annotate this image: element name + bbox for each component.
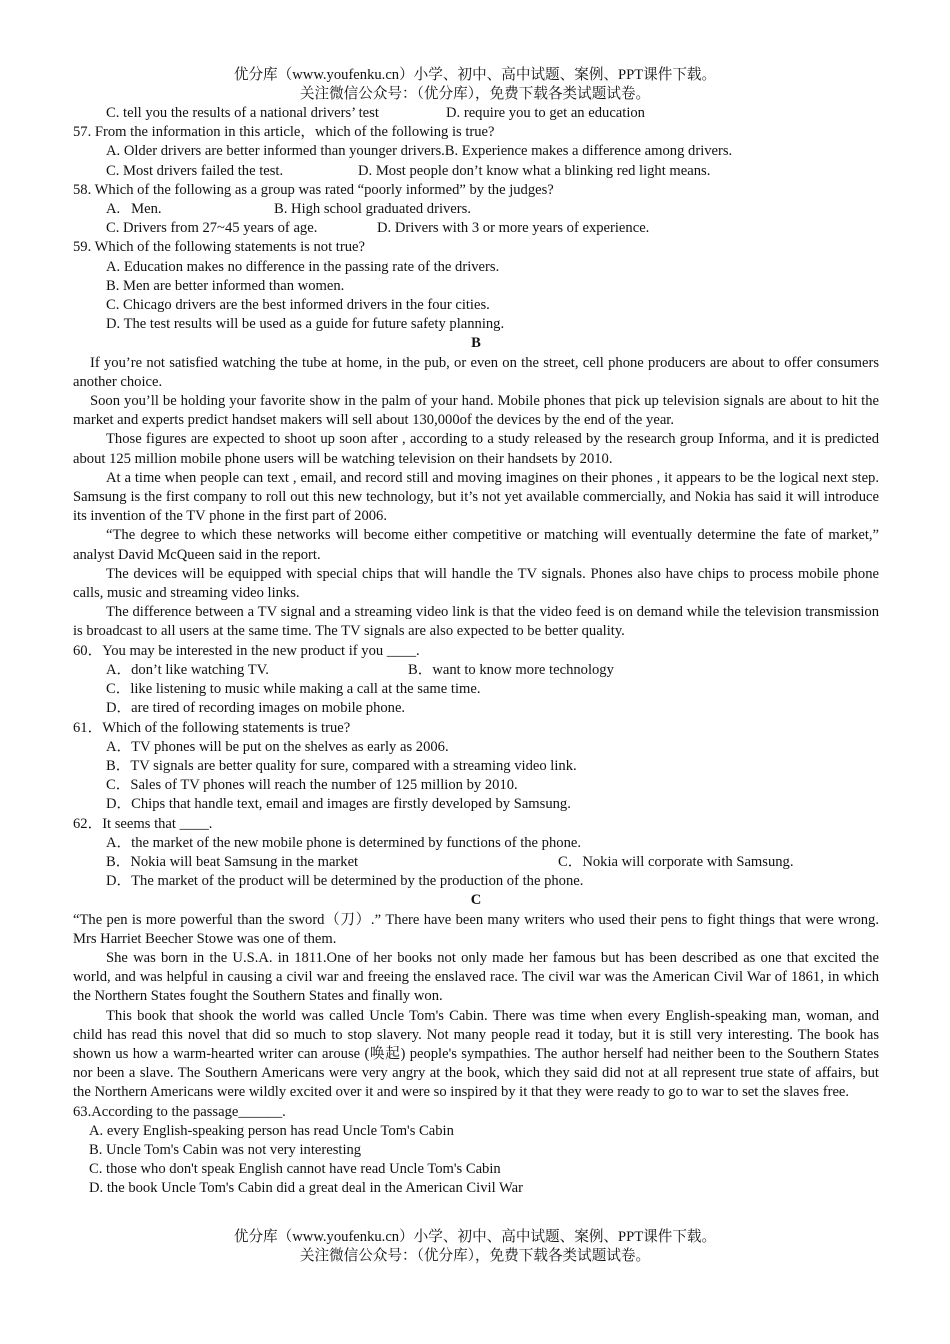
section-b-paragraph-5: “The degree to which these networks will become either competitive or matching will eventually determine the fate of market,” analyst David McQueen said in the report. [73,527,879,563]
q63-option-b: B. Uncle Tom's Cabin was not very interesting [89,1141,362,1158]
q59-option-c: C. Chicago drivers are the best informed drivers in the four cities. [106,297,490,314]
q57-option-c: C. Most drivers failed the test. [106,162,284,179]
section-b-paragraph-1: If you’re not satisfied watching the tube at home, in the pub, or even on the street, cell phone producers are about to offer consumers another choice. [73,354,879,390]
q58-option-a: A. Men. [106,201,162,218]
section-c-paragraph-3: This book that shook the world was called Uncle Tom's Cabin. There was time when every English-speaking man, woman, and child has read this novel that did so much to stop slavery. Not many people read it today, but it is still very interesting. The book has shown us how a warm-hearted writer can arouse (唤起) people's sympathies. The author herself had neither been to the Southern States nor been a slave. The Southern Americans were very angry at the book, which they said did not at all represent true state of affairs, but the Northern Americans were wildly excited over it and were so inspired by it that they were ready to go to war to set the slaves free. [73,1007,879,1101]
q63-option-a: A. every English-speaking person has read Uncle Tom's Cabin [89,1122,454,1139]
q62-option-d: D．The market of the product will be determined by the production of the phone. [106,873,584,890]
q56-option-d: D. require you to get an education [446,105,645,121]
q56-options-cd [73,104,879,123]
section-b-paragraph-2: Soon you’ll be holding your favorite show in the palm of your hand. Mobile phones that pick up television signals are about to hit the market and experts predict handset makers will sell about 130,000of the devices by the end of the year. [73,393,879,429]
q61-option-b: B．TV signals are better quality for sure, compared with a streaming video link. [106,757,577,774]
q58-stem: 58. Which of the following as a group was rated “poorly informed” by the judges? [73,181,554,198]
q61-option-d: D．Chips that handle text, email and images are firstly developed by Samsung. [106,796,571,813]
q62-options-bc [73,853,879,872]
header-line-1: 优分库（www.youfenku.cn）小学、初中、高中试题、案例、PPT课件下载。 [233,67,717,83]
q58-option-d: D. Drivers with 3 or more years of experience. [377,220,650,237]
section-b-paragraph-4: At a time when people can text , email, and record still and moving imagines on their phones , it appears to be the logical next step. Samsung is the first company to roll out this new technology, but it’s not yet available commercially, and Nokia has said it will introduce its invention of the TV phone in the first part of 2006. [73,469,879,525]
q57-stem: 57. From the information in this article，which of the following is true? [73,124,495,141]
q59-option-b: B. Men are better informed than women. [106,277,345,294]
q56-option-c: C. tell you the results of a national drivers’ test [106,105,379,121]
q59-option-d: D. The test results will be used as a guide for future safety planning. [106,316,505,333]
q63-option-c: C. those who don't speak English cannot have read Uncle Tom's Cabin [89,1161,501,1178]
q57-option-d: D. Most people don’t know what a blinking red light means. [358,162,711,179]
q63-stem: 63.According to the passage______. [73,1103,286,1120]
page-footer [0,1228,950,1266]
q58-options-ab [73,200,879,219]
q61-option-a: A．TV phones will be put on the shelves as early as 2006. [106,738,449,755]
q58-option-c: C. Drivers from 27~45 years of age. [106,220,318,237]
footer-line-1: 优分库（www.youfenku.cn）小学、初中、高中试题、案例、PPT课件下载。 [233,1229,717,1245]
section-b-heading: B [471,335,481,352]
exam-content [73,104,879,1199]
q58-options-cd [73,219,879,238]
q58-option-b: B. High school graduated drivers. [274,201,471,218]
q60-option-b: B．want to know more technology [408,661,614,678]
q60-stem: 60．You may be interested in the new product if you ____. [73,642,420,659]
q59-option-a: A. Education makes no difference in the passing rate of the drivers. [106,258,500,275]
footer-line-2: 关注微信公众号：（优分库），免费下载各类试题试卷。 [299,1248,651,1265]
q61-stem: 61．Which of the following statements is true? [73,719,351,736]
q60-option-a: A．don’t like watching TV. [106,661,269,678]
q60-option-d: D．are tired of recording images on mobile phone. [106,700,406,717]
section-b-paragraph-3: Those figures are expected to shoot up soon after , according to a study released by the research group Informa, and it is predicted about 125 million mobile phone users will be watching television on their handsets by 2010. [73,431,879,467]
section-c-paragraph-2: She was born in the U.S.A. in 1811.One of her books not only made her famous but has been described as one that excited the world, and was helpful in causing a civil war and freeing the enslaved race. The civil war was the American Civil War of 1861, in which the Northern States fought the Southern States and finally won. [73,949,879,1005]
q62-option-c: C．Nokia will corporate with Samsung. [558,853,794,870]
q62-option-a: A．the market of the new mobile phone is determined by functions of the phone. [106,834,581,851]
q57-options-ab: A. Older drivers are better informed than younger drivers.B. Experience makes a difference among drivers. [106,143,733,160]
q61-option-c: C．Sales of TV phones will reach the number of 125 million by 2010. [106,777,518,794]
q57-options-cd [73,162,879,181]
q62-option-b: B．Nokia will beat Samsung in the market [106,853,359,870]
section-b-paragraph-7: The difference between a TV signal and a streaming video link is that the video feed is on demand while the television transmission is broadcast to all users at the same time. The TV signals are also expected to be better quality. [73,604,879,640]
section-b-paragraph-6: The devices will be equipped with special chips that will handle the TV signals. Phones also have chips to process mobile phone calls, music and streaming video links. [73,565,879,602]
page-header [0,66,950,104]
q60-options-ab [73,661,879,680]
section-c-paragraph-1: “The pen is more powerful than the sword（刀）.” There have been many writers who used their pens to fight things that were wrong. Mrs Harriet Beecher Stowe was one of them. [73,911,879,947]
q62-stem: 62．It seems that ____. [73,815,213,832]
section-c-heading: C [470,892,482,909]
q63-option-d: D. the book Uncle Tom's Cabin did a great deal in the American Civil War [89,1180,523,1197]
header-line-2: 关注微信公众号：（优分库），免费下载各类试题试卷。 [299,86,651,103]
q59-stem: 59. Which of the following statements is not true? [73,239,365,256]
q60-option-c: C．like listening to music while making a call at the same time. [106,681,481,698]
